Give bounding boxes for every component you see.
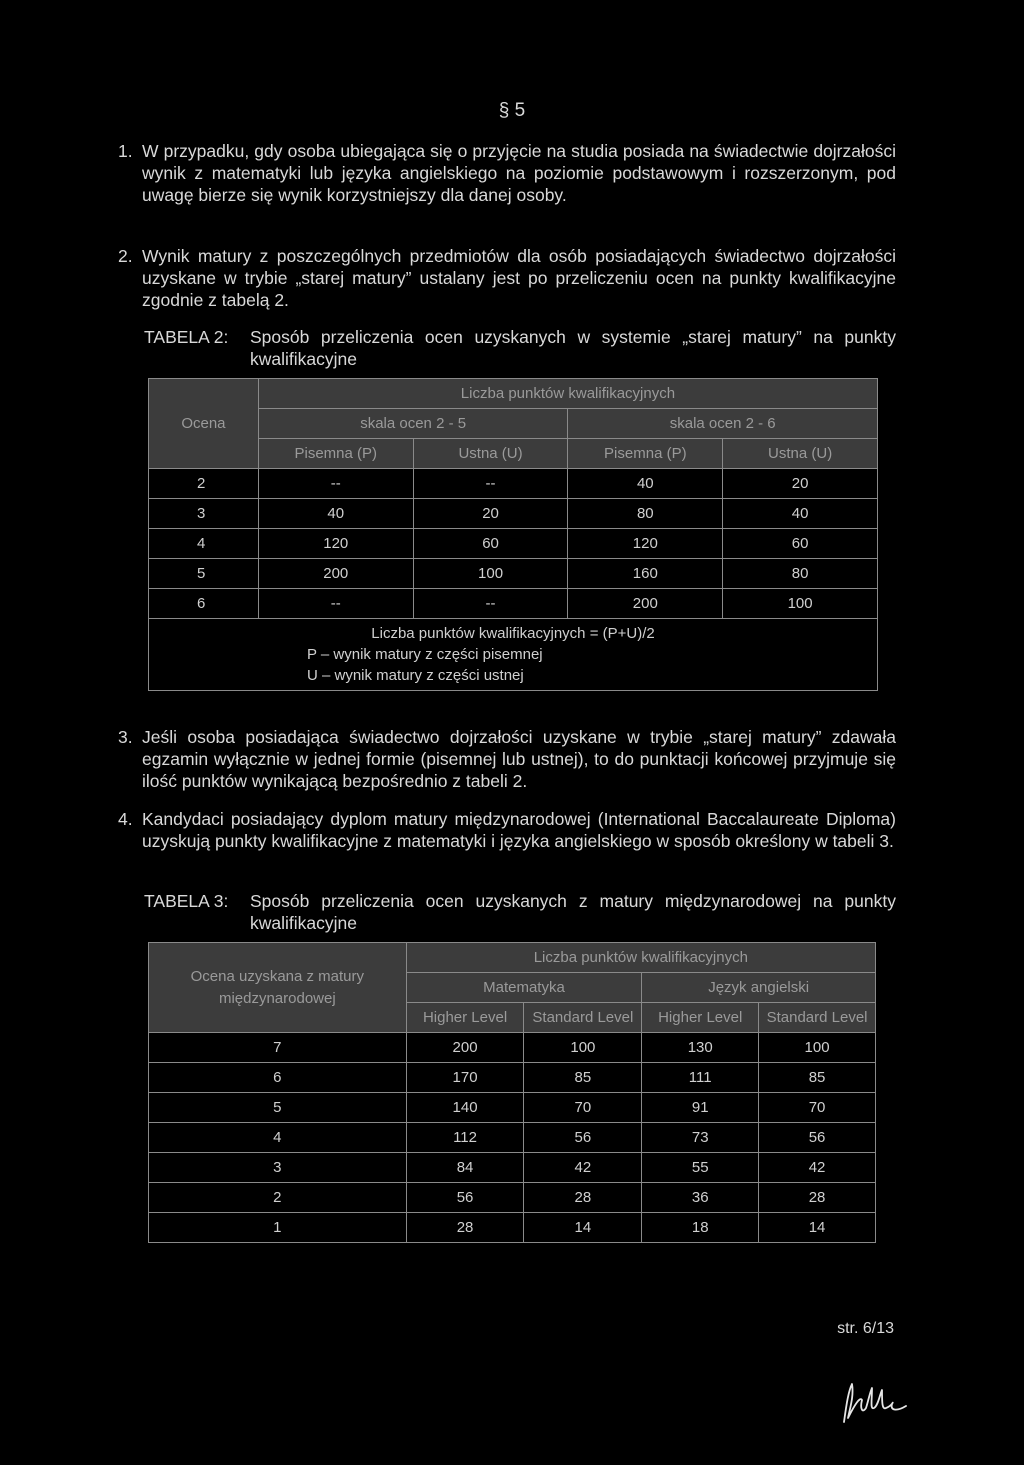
table-row bbox=[149, 529, 878, 559]
table-cell: 160 bbox=[568, 559, 723, 589]
table-cell: 7 bbox=[149, 1033, 407, 1063]
table-cell: 80 bbox=[568, 499, 723, 529]
table-cell: 6 bbox=[149, 589, 259, 619]
table-row bbox=[149, 1033, 876, 1063]
table-cell: 70 bbox=[524, 1093, 642, 1123]
table-legend bbox=[149, 619, 878, 691]
table-cell: 5 bbox=[149, 1093, 407, 1123]
table-cell: 111 bbox=[642, 1063, 759, 1093]
table-cell: 1 bbox=[149, 1213, 407, 1243]
table-cell: 42 bbox=[759, 1153, 876, 1183]
table-cell: 40 bbox=[568, 469, 723, 499]
table-cell: 73 bbox=[642, 1123, 759, 1153]
table-cell: 112 bbox=[406, 1123, 524, 1153]
table-label: TABELA 3: bbox=[144, 891, 229, 911]
legend-p: P – wynik matury z części pisemnej bbox=[307, 646, 543, 663]
paragraph-1 bbox=[118, 140, 896, 206]
table-cell: -- bbox=[413, 469, 568, 499]
table-label: TABELA 2: bbox=[144, 327, 229, 347]
paragraph-text: Wynik matury z poszczególnych przedmiotów dla osób posiadających świadectwo dojrzałości uzyskane w trybie „starej matury” ustalany jest po przeliczeniu ocen na punkty kwalifikacyjne zgodnie z tabelą 2. bbox=[142, 246, 896, 310]
table-cell: 170 bbox=[406, 1063, 524, 1093]
header-standard-level: Standard Level bbox=[759, 1003, 876, 1033]
header-math: Matematyka bbox=[406, 973, 642, 1003]
table-row bbox=[149, 1153, 876, 1183]
paragraph-number: 1. bbox=[118, 141, 133, 161]
table-cell: 2 bbox=[149, 469, 259, 499]
table-cell: -- bbox=[413, 589, 568, 619]
table-cell: 130 bbox=[642, 1033, 759, 1063]
legend-u: U – wynik matury z części ustnej bbox=[307, 667, 524, 684]
header-higher-level: Higher Level bbox=[642, 1003, 759, 1033]
table-cell: 3 bbox=[149, 1153, 407, 1183]
header-oral: Ustna (U) bbox=[723, 439, 878, 469]
table-cell: 140 bbox=[406, 1093, 524, 1123]
table-cell: 200 bbox=[568, 589, 723, 619]
table-cell: 40 bbox=[723, 499, 878, 529]
table-cell: 14 bbox=[759, 1213, 876, 1243]
header-scale-2-5: skala ocen 2 - 5 bbox=[258, 409, 568, 439]
legend-formula: Liczba punktów kwalifikacyjnych = (P+U)/2 bbox=[371, 625, 655, 642]
paragraph-3 bbox=[118, 726, 896, 792]
paragraph-number: 2. bbox=[118, 246, 133, 266]
table-caption-text: Sposób przeliczenia ocen uzyskanych z matury międzynarodowej na punkty kwalifikacyjne bbox=[250, 891, 896, 933]
table-cell: 85 bbox=[759, 1063, 876, 1093]
paragraph-number: 3. bbox=[118, 727, 133, 747]
table-cell: 18 bbox=[642, 1213, 759, 1243]
table-cell: 20 bbox=[723, 469, 878, 499]
table-cell: 2 bbox=[149, 1183, 407, 1213]
header-higher-level: Higher Level bbox=[406, 1003, 524, 1033]
table-cell: 36 bbox=[642, 1183, 759, 1213]
table-cell: 28 bbox=[759, 1183, 876, 1213]
table-3 bbox=[148, 942, 876, 1243]
table-cell: 80 bbox=[723, 559, 878, 589]
table-cell: -- bbox=[258, 589, 413, 619]
table-cell: 85 bbox=[524, 1063, 642, 1093]
table-cell: 4 bbox=[149, 1123, 407, 1153]
header-ib-grade: Ocena uzyskana z matury międzynarodowej bbox=[149, 943, 407, 1033]
header-english: Język angielski bbox=[642, 973, 876, 1003]
paragraph-text: Jeśli osoba posiadająca świadectwo dojrzałości uzyskane w trybie „starej matury” zdawała egzamin wyłącznie w jednej formie (pisemnej lub ustnej), to do punktacji końcowej przyjmuje się ilość punktów wynikającą bezpośrednio z tabeli 2. bbox=[142, 727, 896, 791]
table-cell: 56 bbox=[406, 1183, 524, 1213]
table-cell: 100 bbox=[524, 1033, 642, 1063]
page-number: str. 6/13 bbox=[837, 1320, 894, 1337]
table3-caption bbox=[144, 890, 896, 934]
table-row bbox=[149, 1213, 876, 1243]
paragraph-4 bbox=[118, 808, 896, 852]
table-legend-row bbox=[149, 619, 878, 691]
table-cell: 120 bbox=[568, 529, 723, 559]
table2-caption bbox=[144, 326, 896, 370]
table-cell: 56 bbox=[524, 1123, 642, 1153]
paragraph-text: Kandydaci posiadający dyplom matury międzynarodowej (International Baccalaureate Diploma) uzyskują punkty kwalifikacyjne z matematyki i języka angielskiego w sposób określony w tabeli 3. bbox=[142, 809, 896, 851]
table-cell: 40 bbox=[258, 499, 413, 529]
table-cell: 91 bbox=[642, 1093, 759, 1123]
table-cell: 28 bbox=[524, 1183, 642, 1213]
header-points: Liczba punktów kwalifikacyjnych bbox=[406, 943, 875, 973]
header-scale-2-6: skala ocen 2 - 6 bbox=[568, 409, 878, 439]
table-cell: 20 bbox=[413, 499, 568, 529]
table-row bbox=[149, 499, 878, 529]
table-row bbox=[149, 1093, 876, 1123]
table-cell: 100 bbox=[759, 1033, 876, 1063]
table-caption-text: Sposób przeliczenia ocen uzyskanych w systemie „starej matury” na punkty kwalifikacyjne bbox=[250, 327, 896, 369]
table-row bbox=[149, 1183, 876, 1213]
table-cell: 6 bbox=[149, 1063, 407, 1093]
paragraph-number: 4. bbox=[118, 809, 133, 829]
header-written: Pisemna (P) bbox=[568, 439, 723, 469]
table-cell: 55 bbox=[642, 1153, 759, 1183]
table-cell: 42 bbox=[524, 1153, 642, 1183]
table-cell: 100 bbox=[723, 589, 878, 619]
table-cell: 5 bbox=[149, 559, 259, 589]
table-cell: -- bbox=[258, 469, 413, 499]
table-cell: 14 bbox=[524, 1213, 642, 1243]
table-row bbox=[149, 1063, 876, 1093]
table-cell: 200 bbox=[258, 559, 413, 589]
section-heading: § 5 bbox=[498, 100, 526, 121]
table-row bbox=[149, 1123, 876, 1153]
table-cell: 100 bbox=[413, 559, 568, 589]
table-cell: 200 bbox=[406, 1033, 524, 1063]
signature-icon bbox=[838, 1378, 908, 1428]
table-row bbox=[149, 559, 878, 589]
header-written: Pisemna (P) bbox=[258, 439, 413, 469]
table-cell: 70 bbox=[759, 1093, 876, 1123]
table-cell: 56 bbox=[759, 1123, 876, 1153]
table-cell: 28 bbox=[406, 1213, 524, 1243]
table-cell: 120 bbox=[258, 529, 413, 559]
table-cell: 3 bbox=[149, 499, 259, 529]
table-2 bbox=[148, 378, 878, 691]
paragraph-2 bbox=[118, 245, 896, 311]
table-cell: 84 bbox=[406, 1153, 524, 1183]
table-cell: 4 bbox=[149, 529, 259, 559]
paragraph-text: W przypadku, gdy osoba ubiegająca się o przyjęcie na studia posiada na świadectwie dojrzałości wynik z matematyki lub języka angielskiego na poziomie podstawowym i rozszerzonym, pod uwagę bierze się wynik korzystniejszy dla danej osoby. bbox=[142, 141, 896, 205]
table-cell: 60 bbox=[723, 529, 878, 559]
header-standard-level: Standard Level bbox=[524, 1003, 642, 1033]
table-row bbox=[149, 469, 878, 499]
header-oral: Ustna (U) bbox=[413, 439, 568, 469]
table-row bbox=[149, 589, 878, 619]
header-ocena: Ocena bbox=[149, 379, 259, 469]
header-points: Liczba punktów kwalifikacyjnych bbox=[258, 379, 877, 409]
table-cell: 60 bbox=[413, 529, 568, 559]
